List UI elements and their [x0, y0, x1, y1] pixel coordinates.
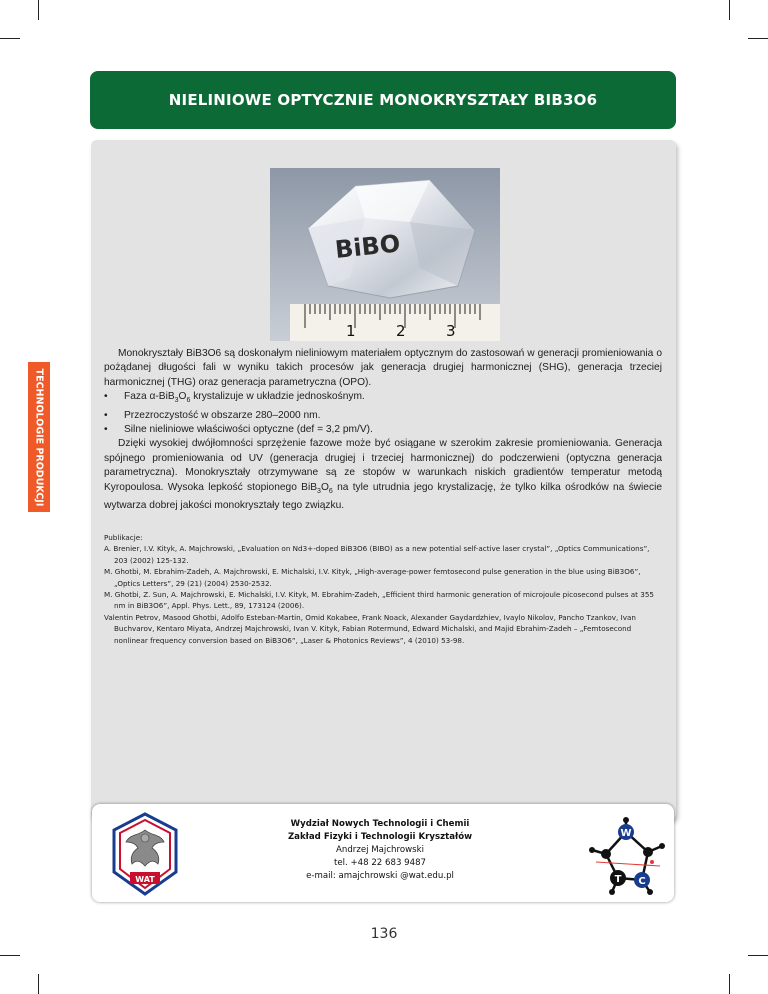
- bullet-item: [104, 390, 662, 408]
- molecule-logo: [586, 812, 666, 896]
- crop-mark: [748, 38, 768, 39]
- subscript: 3: [174, 397, 179, 405]
- crystal-photo: [270, 168, 500, 341]
- crop-mark: [0, 955, 20, 956]
- email-address: e-mail: amajchrowski @wat.edu.pl: [306, 871, 454, 881]
- subscript: 6: [328, 487, 333, 495]
- side-tab-label: TECHNOLOGIE PRODUKCJI: [33, 368, 45, 506]
- publication-item: Valentin Petrov, Masood Ghotbi, Adolfo Esteban-Martin, Omid Kokabee, Frank Noack, Alexander Gaydardzhiev, Ivaylo Nikolov, Pancho Tzankov, Ivan Buchvarov, Kentaro Miyata, Andrzej Majchrowski, Ivan V. Kityk, Fabian Rotermund, Edward Michalski, and Majid Ebrahim-Zadeh – „Femtosecond nonlinear frequency conversion based on BiB3O6”, „Laser & Photonics Reviews”, 4 (2010) 53-98.: [104, 612, 636, 645]
- publications-heading: Publikacje:: [104, 533, 143, 542]
- molecule-letter-c: C: [638, 876, 646, 887]
- bullet-text: [124, 390, 365, 408]
- subscript: 3: [317, 487, 321, 495]
- bullet-dot: •: [104, 424, 108, 436]
- faculty-name: Wydział Nowych Technologii i Chemii: [290, 819, 470, 829]
- second-paragraph: [104, 437, 662, 513]
- page-title: NIELINIOWE OPTYCZNIE MONOKRYSZTAŁY BIB3O6: [168, 91, 598, 109]
- crop-mark: [748, 955, 768, 956]
- contact-person: Andrzej Majchrowski: [336, 845, 424, 855]
- para2-oxygen: O: [320, 481, 329, 493]
- publication-item: M. Ghotbi, Z. Sun, A. Majchrowski, E. Michalski, I.V. Kityk, M. Ebrahim-Zadeh, „Efficient third harmonic generation of microjoule picosecond pulses at 355 nm in BiB3O6”, Appl. Phys. Lett., 89, 173124 (2006).: [104, 590, 654, 611]
- body-text: [104, 347, 662, 514]
- bullet-dot: •: [104, 391, 108, 403]
- ruler-number-3: 3: [446, 322, 456, 340]
- publications: [104, 532, 662, 646]
- para2-post: na tyle utrudnia jego krystalizację, że tylko kilka ośrodków na świecie wytwarza dobrej jakości monokryształy tego związku.: [104, 481, 662, 512]
- wat-logo: [110, 812, 180, 896]
- crop-mark: [38, 974, 39, 994]
- bullet-item: [104, 409, 662, 423]
- department-name: Zakład Fizyki i Technologii Kryształów: [287, 832, 473, 842]
- bullet-item: [104, 423, 662, 437]
- crop-mark: [729, 0, 730, 20]
- para2-pre: Dzięki wysokiej dwójłomności sprzężenie fazowe może być osiągane w szerokim zakresie promieniowania. Generacja spójnego promieniowania od UV (generacja drugiej i trzeciej harmonicznej) do podczerwieni (optyczna generacja parametryczna). Monokryształy otrzymywane są ze stopów w warunkach niskich gradientów temperatur metodą Kyropoulosa. Wysoka lepkość stopionego BiB: [104, 438, 662, 493]
- phone-number: tel. +48 22 683 9487: [333, 858, 427, 868]
- crop-mark: [729, 974, 730, 994]
- publication-item: M. Ghotbi, M. Ebrahim-Zadeh, A. Majchrowski, E. Michalski, I.V. Kityk, „High-average-power femtosecond pulse generation in the blue using BiB3O6”, „Optics Letters”, 29 (21) (2004) 2530-2532.: [104, 567, 641, 588]
- ruler-number-2: 2: [396, 322, 406, 340]
- bullet1-formula: -BiB: [155, 391, 175, 403]
- crystal-label: BiBO: [333, 229, 402, 264]
- alpha-symbol: α: [149, 391, 156, 403]
- header-banner: [90, 71, 676, 129]
- footer-contact: [280, 818, 480, 883]
- ruler-number-1: 1: [346, 322, 356, 340]
- molecule-letter-t: T: [614, 874, 622, 885]
- crop-mark: [38, 0, 39, 20]
- bullet-text: Przezroczystość w obszarze 280–2000 nm.: [124, 409, 321, 421]
- side-tab: [28, 362, 50, 512]
- page-number: 136: [370, 926, 398, 942]
- bullet1-post: krystalizuje w układzie jednoskośnym.: [190, 391, 365, 403]
- crop-mark: [0, 38, 20, 39]
- bullet-text: Silne nieliniowe właściwości optyczne (def = 3,2 pm/V).: [124, 424, 373, 436]
- wat-logo-text: WAT: [135, 875, 155, 884]
- bullet1-oxygen: O: [178, 391, 187, 403]
- molecule-letter-w: W: [620, 828, 632, 839]
- bullet1-pre: Faza: [124, 391, 150, 403]
- subscript: 6: [186, 397, 191, 405]
- intro-paragraph: Monokryształy BiB3O6 są doskonałym nieliniowym materiałem optycznym do zastosowań w generacji promieniowania o pożądanej długości fali w wyniku takich procesów jak generacja drugiej harmonicznej (SHG), generacja trzeciej harmonicznej (THG) oraz generacja parametryczna (OPO).: [104, 348, 662, 388]
- bullet-dot: •: [104, 409, 108, 421]
- publication-item: A. Brenier, I.V. Kityk, A. Majchrowski, „Evaluation on Nd3+-doped BiB3O6 (BIBO) as a new potential self-active laser crystal”, „Optics Communications”, 203 (2002) 125-132.: [104, 544, 650, 565]
